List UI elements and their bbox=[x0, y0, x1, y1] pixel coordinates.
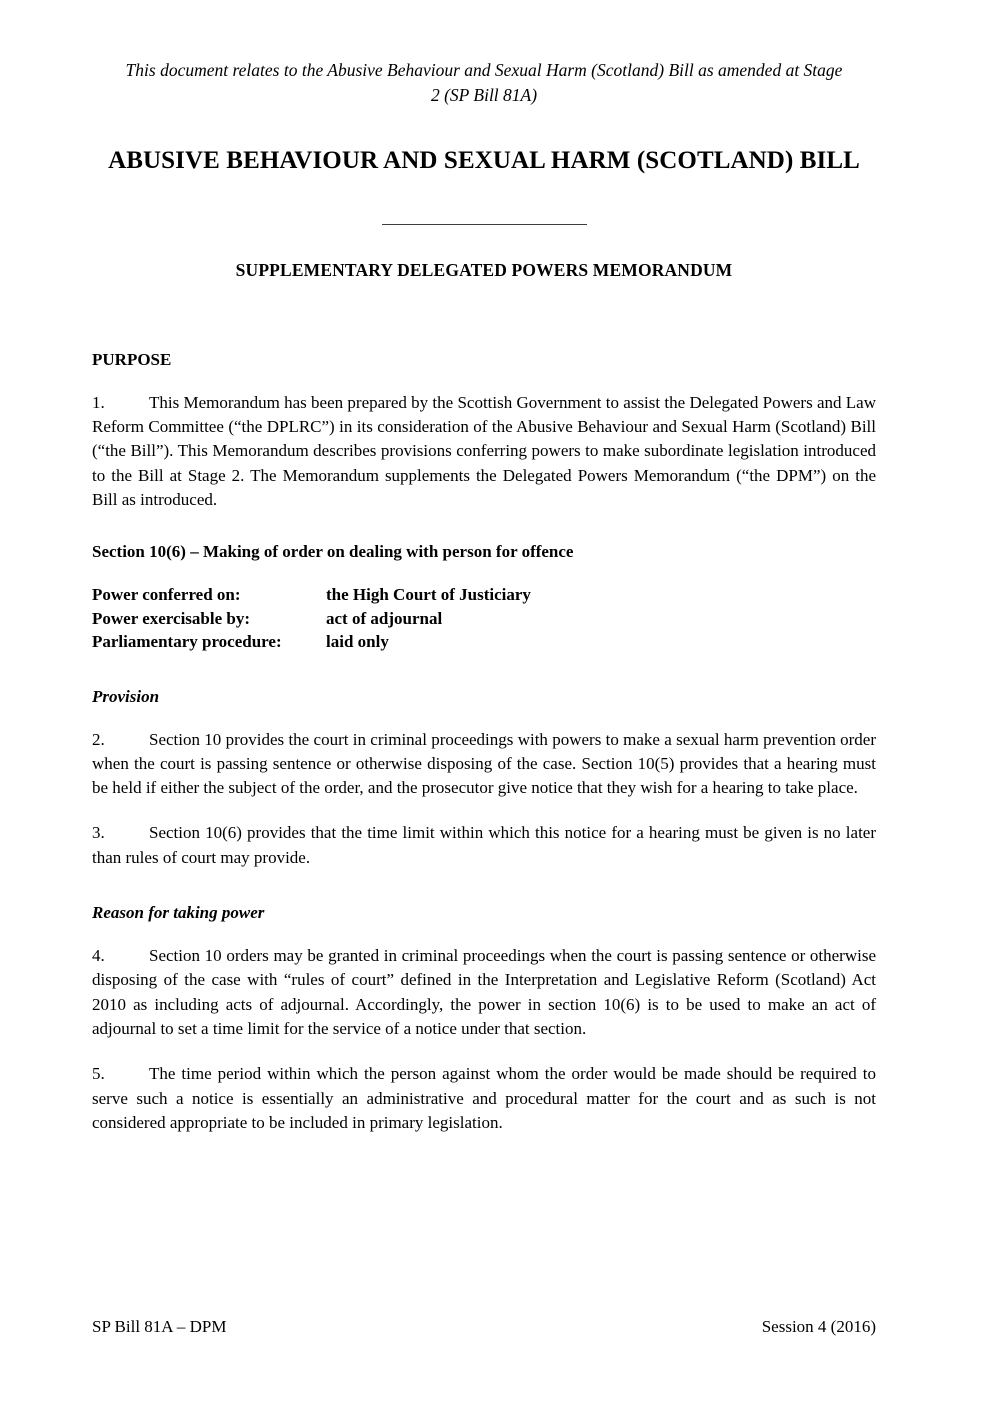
document-subtitle: SUPPLEMENTARY DELEGATED POWERS MEMORANDUM bbox=[235, 259, 733, 280]
power-conferred-on-value: the High Court of Justiciary bbox=[326, 585, 531, 605]
footer-session: Session 4 (2016) bbox=[761, 1317, 876, 1336]
purpose-heading: PURPOSE bbox=[92, 349, 172, 369]
power-row bbox=[92, 630, 876, 653]
power-details-block bbox=[92, 583, 876, 653]
provision-heading: Provision bbox=[92, 686, 160, 706]
bill-title: ABUSIVE BEHAVIOUR AND SEXUAL HARM (SCOTLAND) BILL bbox=[108, 146, 860, 174]
paragraph-1 bbox=[92, 391, 876, 512]
paragraph-2 bbox=[92, 728, 876, 801]
paragraph-3-number: 3. bbox=[92, 823, 105, 843]
power-exercisable-by-label: Power exercisable by: bbox=[92, 608, 250, 628]
paragraph-2-text: Section 10 provides the court in criminal proceedings with powers to make a sexual harm prevention order when the court is passing sentence or otherwise disposing of the case. Section 10(5) provides that a hearing must be held if either the subject of the order, and the prosecutor give notice that they wish for a hearing to take place. bbox=[92, 729, 876, 798]
parliamentary-procedure-value: laid only bbox=[326, 632, 389, 652]
running-header: This document relates to the Abusive Behaviour and Sexual Harm (Scotland) Bill as amended at Stage 2 (SP Bill 81A) bbox=[125, 60, 843, 105]
document-content bbox=[92, 0, 876, 1135]
paragraph-5 bbox=[92, 1062, 876, 1135]
paragraph-3-text: Section 10(6) provides that the time limit within which this notice for a hearing must be given is no later than rules of court may provide. bbox=[92, 823, 876, 867]
paragraph-4 bbox=[92, 944, 876, 1041]
paragraph-2-number: 2. bbox=[92, 729, 105, 749]
title-divider bbox=[92, 215, 876, 235]
power-conferred-on-label: Power conferred on: bbox=[92, 585, 241, 605]
paragraph-1-text: This Memorandum has been prepared by the Scottish Government to assist the Delegated Powers and Law Reform Committee (“the DPLRC”) in its consideration of the Abusive Behaviour and Sexual Harm (Scotland) Bill (“the Bill”). This Memorandum describes provisions conferring powers to make subordinate legislation introduced to the Bill at Stage 2. The Memorandum supplements the Delegated Powers Memorandum (“the DPM”) on the Bill as introduced. bbox=[92, 392, 876, 509]
power-row bbox=[92, 607, 876, 630]
parliamentary-procedure-label: Parliamentary procedure: bbox=[92, 632, 282, 652]
paragraph-5-number: 5. bbox=[92, 1064, 105, 1084]
paragraph-1-number: 1. bbox=[92, 392, 105, 412]
power-exercisable-by-value: act of adjournal bbox=[326, 608, 443, 628]
footer-bill-reference: SP Bill 81A – DPM bbox=[92, 1317, 227, 1336]
paragraph-3 bbox=[92, 821, 876, 870]
paragraph-5-text: The time period within which the person against whom the order would be made should be required to serve such a notice is essentially an administrative and procedural matter for the court and as such is not considered appropriate to be included in primary legislation. bbox=[92, 1064, 876, 1132]
horizontal-rule bbox=[382, 224, 587, 225]
reason-for-taking-power-heading: Reason for taking power bbox=[92, 903, 265, 923]
section-heading: Section 10(6) – Making of order on dealing with person for offence bbox=[92, 542, 574, 562]
paragraph-4-number: 4. bbox=[92, 946, 105, 966]
page-footer bbox=[92, 1317, 876, 1337]
paragraph-4-text: Section 10 orders may be granted in criminal proceedings when the court is passing sentence or otherwise disposing of the case with “rules of court” defined in the Interpretation and Legislative Reform (Scotland) Act 2010 as including acts of adjournal. Accordingly, the power in section 10(6) is to be used to make an act of adjournal to set a time limit for the service of a notice under that section. bbox=[92, 946, 876, 1038]
power-row bbox=[92, 583, 876, 606]
